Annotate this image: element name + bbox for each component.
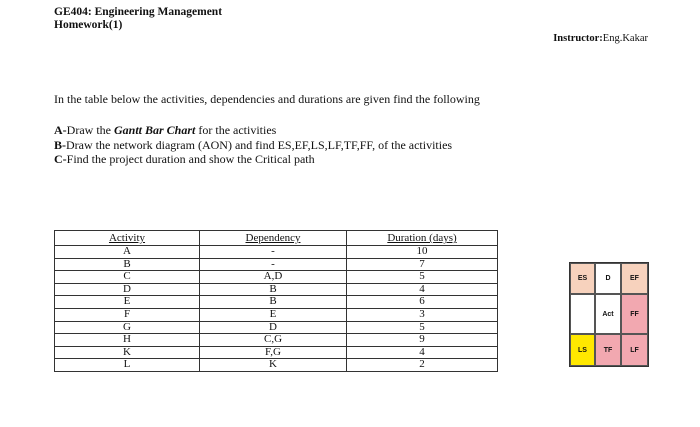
task-c-prefix: C- [54, 152, 67, 166]
node-lf-cell: LF [621, 334, 648, 366]
node-tf-cell: TF [595, 334, 621, 366]
task-b [54, 138, 452, 153]
activity-cell: E [55, 296, 200, 309]
activity-cell: L [55, 359, 200, 372]
duration-cell: 9 [347, 334, 498, 347]
duration-cell: 6 [347, 296, 498, 309]
dependency-cell: K [200, 359, 347, 372]
instructor-line [553, 33, 648, 44]
activity-cell: K [55, 346, 200, 359]
table-row [55, 334, 498, 347]
dependency-cell: B [200, 296, 347, 309]
dependency-cell: - [200, 258, 347, 271]
instructor-name: Eng.Kakar [602, 33, 648, 44]
task-c-text: Find the project duration and show the Critical path [66, 152, 315, 166]
activity-cell: C [55, 271, 200, 284]
activity-cell: A [55, 246, 200, 259]
duration-cell: 5 [347, 271, 498, 284]
table-row [55, 321, 498, 334]
activity-table [54, 230, 498, 372]
table-header-row [55, 231, 498, 246]
table-row [55, 258, 498, 271]
node-ef-cell: EF [621, 263, 648, 294]
task-b-text: Draw the network diagram (AON) and find ES,EF,LS,LF,TF,FF, of the activities [66, 137, 453, 152]
node-blank-cell [570, 294, 595, 334]
activity-cell: F [55, 308, 200, 321]
task-b-prefix: B- [54, 137, 66, 152]
dependency-cell: D [200, 321, 347, 334]
duration-cell: 3 [347, 308, 498, 321]
course-title: GE404: Engineering Management [54, 6, 223, 18]
activity-cell: H [55, 334, 200, 347]
activity-cell: D [55, 283, 200, 296]
dependency-cell: C,G [200, 334, 347, 347]
duration-cell: 10 [347, 246, 498, 259]
duration-cell: 2 [347, 359, 498, 372]
header-duration: Duration (days) [347, 231, 498, 246]
table-row [55, 271, 498, 284]
duration-cell: 4 [347, 346, 498, 359]
aon-node-legend [569, 262, 649, 367]
table-row [55, 283, 498, 296]
task-a [54, 123, 452, 138]
table-row [55, 359, 498, 372]
node-activity-cell: Act [595, 294, 621, 334]
activity-cell: B [55, 258, 200, 271]
dependency-cell: F,G [200, 346, 347, 359]
duration-cell: 4 [347, 283, 498, 296]
dependency-cell: B [200, 283, 347, 296]
dependency-cell: E [200, 308, 347, 321]
table-row [55, 346, 498, 359]
table-row [55, 296, 498, 309]
instructor-label: Instructor: [553, 33, 603, 44]
node-ff-cell: FF [621, 294, 648, 334]
task-a-emphasis: Gantt Bar Chart [114, 123, 196, 137]
intro-text: In the table below the activities, dependencies and durations are given find the following [54, 92, 480, 106]
dependency-cell: A,D [200, 271, 347, 284]
node-duration-cell: D [595, 263, 621, 294]
task-a-text: Draw the [66, 123, 114, 137]
activity-cell: G [55, 321, 200, 334]
duration-cell: 7 [347, 258, 498, 271]
task-a-suffix: for the activities [195, 123, 277, 137]
dependency-cell: - [200, 246, 347, 259]
header-activity: Activity [55, 231, 200, 246]
task-c [54, 152, 452, 167]
duration-cell: 5 [347, 321, 498, 334]
node-ls-cell: LS [570, 334, 595, 366]
task-list [54, 123, 452, 167]
header-dependency: Dependency [200, 231, 347, 246]
node-es-cell: ES [570, 263, 595, 294]
table-row [55, 246, 498, 259]
table-row [55, 308, 498, 321]
task-a-prefix: A- [54, 123, 67, 137]
homework-title: Homework(1) [54, 19, 123, 31]
